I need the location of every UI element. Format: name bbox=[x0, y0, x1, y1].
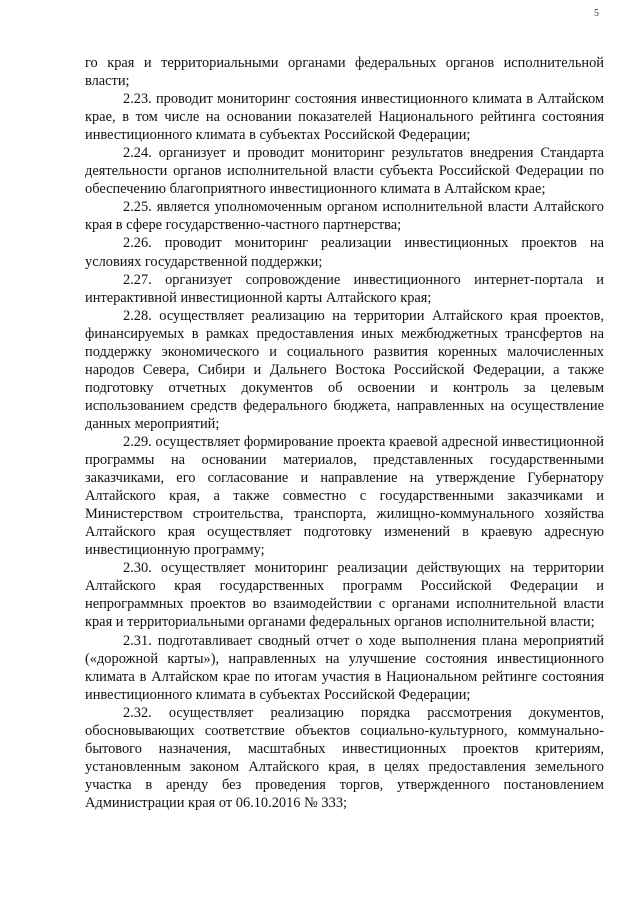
paragraph-2-25: 2.25. является уполномоченным органом исполнительной власти Алтайского края в сфере государственно-частного партнерства; bbox=[85, 199, 604, 234]
paragraph-2-24: 2.24. организует и проводит мониторинг результатов внедрения Стандарта деятельности органов исполнительной власти субъекта Российской Федерации по обеспечению благоприятного инвестиционного климата в Алтайском крае; bbox=[85, 145, 604, 198]
page-number: 5 bbox=[594, 8, 599, 19]
paragraph-2-28: 2.28. осуществляет реализацию на территории Алтайского края проектов, финансируемых в рамках предоставления иных межбюджетных трансфертов на поддержку экономического и социального развития коренных малочисленных народов Севера, Сибири и Дальнего Востока Российской Федерации, а также подготовку отчетных документов об освоении и контроль за целевым использованием средств федерального бюджета, направленных на осуществление данных мероприятий; bbox=[85, 307, 604, 432]
paragraph-2-31: 2.31. подготавливает сводный отчет о ходе выполнения плана мероприятий («дорожной карты»), направленных на улучшение состояния инвестиционного климата в Алтайском крае по итогам участия в Национальном рейтинге состояния инвестиционного климата в субъектах Российской Федерации; bbox=[85, 632, 604, 703]
paragraph-continuation: го края и территориальными органами федеральных органов исполнительной власти; bbox=[85, 55, 604, 90]
paragraph-2-32: 2.32. осуществляет реализацию порядка рассмотрения документов, обосновывающих соответствие объектов социально-культурного, коммунально-бытового назначения, масштабных инвестиционных проектов критериям, установленным законом Алтайского края, в целях предоставления земельного участка в аренду без проведения торгов, утвержденного постановлением Администрации края от 06.10.2016 № 333; bbox=[85, 704, 604, 811]
document-body bbox=[85, 54, 604, 812]
paragraph-2-27: 2.27. организует сопровождение инвестиционного интернет-портала и интерактивной инвестиционной карты Алтайского края; bbox=[85, 271, 604, 306]
paragraph-2-30: 2.30. осуществляет мониторинг реализации действующих на территории Алтайского края государственных программ Российской Федерации и непрограммных проектов во взаимодействии с органами исполнительной власти края и территориальными органами федеральных органов исполнительной власти; bbox=[85, 560, 604, 631]
paragraph-2-29: 2.29. осуществляет формирование проекта краевой адресной инвестиционной программы на основании материалов, представленных государственными заказчиками, его согласование и направление на утверждение Губернатору Алтайского края, а также совместно с государственными заказчиками и Министерством строительства, транспорта, жилищно-коммунального хозяйства Алтайского края осуществляет подготовку изменений в краевую адресную инвестиционную программу; bbox=[85, 433, 604, 559]
paragraph-2-23: 2.23. проводит мониторинг состояния инвестиционного климата в Алтайском крае, в том числе на основании показателей Национального рейтинга состояния инвестиционного климата в субъектах Российской Федерации; bbox=[85, 91, 604, 144]
paragraph-2-26: 2.26. проводит мониторинг реализации инвестиционных проектов на условиях государственной поддержки; bbox=[85, 235, 604, 270]
